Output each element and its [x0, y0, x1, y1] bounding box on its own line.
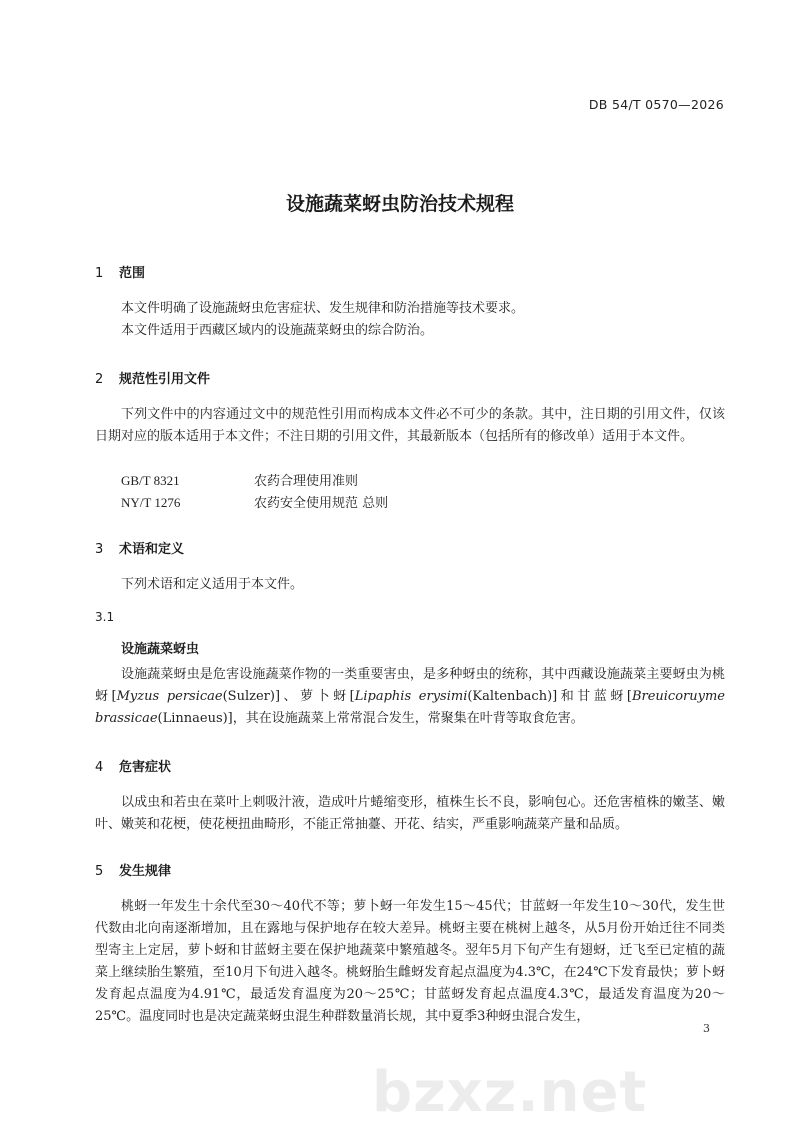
section-title: 发生规律	[119, 864, 172, 879]
normative-reference	[121, 492, 388, 511]
term-definition	[95, 664, 725, 730]
reference-title: 农药合理使用准则	[254, 474, 359, 489]
section-2-paragraph-1: 下列文件中的内容通过文中的规范性引用而构成本文件必不可少的条款。其中，注日期的引用文件，仅该日期对应的版本适用于本文件；不注日期的引用文件，其最新版本（包括所有的修改单）适用于本文件。	[95, 407, 725, 444]
section-title: 范围	[119, 266, 146, 281]
term-name: 设施蔬菜蚜虫	[121, 642, 200, 657]
watermark: bzxz.net	[372, 1060, 648, 1125]
species-latin-name: Myzus persicae	[116, 689, 223, 704]
section-3-paragraph-1: 下列术语和定义适用于本文件。	[121, 577, 304, 592]
section-number: 2	[95, 372, 104, 387]
section-number: 5	[95, 864, 104, 879]
standard-code: DB 54/T 0570—2026	[588, 97, 724, 112]
section-number: 4	[95, 760, 104, 775]
term-number: 3.1	[95, 610, 115, 624]
section-title: 危害症状	[119, 760, 172, 775]
section-3-heading	[95, 538, 184, 557]
section-1-paragraph-1: 本文件明确了设施蔬蚜虫危害症状、发生规律和防治措施等技术要求。	[121, 301, 525, 316]
section-2-heading	[95, 368, 210, 387]
species-latin-name: Breuicoruyme brassicae	[95, 689, 725, 726]
normative-reference	[121, 470, 358, 489]
page-number: 3	[703, 1022, 710, 1035]
species-authority: (Sulzer)]、萝卜蚜[	[222, 689, 355, 704]
section-title: 术语和定义	[119, 542, 185, 557]
reference-title: 农药安全使用规范 总则	[254, 496, 389, 511]
species-authority: (Linnaeus)]，其在设施蔬菜上常常混合发生，常聚集在叶背等取食危害。	[157, 711, 584, 726]
reference-code: NY/T 1276	[121, 495, 181, 510]
definition-text: 设施蔬菜蚜虫是危害设施蔬菜作物的一类重要害虫，是多种蚜虫的统称，其中西藏设施蔬菜主要蚜虫为桃蚜[	[95, 667, 725, 704]
section-4-heading	[95, 756, 171, 775]
section-1-heading	[95, 262, 145, 281]
section-title: 规范性引用文件	[119, 372, 211, 387]
section-number: 1	[95, 266, 104, 281]
section-5-heading	[95, 860, 171, 879]
species-authority: (Kaltenbach)]和甘蓝蚜[	[467, 689, 632, 704]
section-4-paragraph-1: 以成虫和若虫在菜叶上刺吸汁液，造成叶片蜷缩变形，植株生长不良，影响包心。还危害植株的嫩茎、嫩叶、嫩荚和花梗，使花梗扭曲畸形，不能正常抽薹、开花、结实，严重影响蔬菜产量和品质。	[95, 795, 725, 832]
section-1-paragraph-2: 本文件适用于西藏区域内的设施蔬菜蚜虫的综合防治。	[121, 323, 434, 338]
species-latin-name: Lipaphis erysimi	[354, 689, 468, 704]
section-5-paragraph-1: 桃蚜一年发生十余代至30～40代不等；萝卜蚜一年发生15～45代；甘蓝蚜一年发生10～30代，发生世代数由北向南逐渐增加，且在露地与保护地存在较大差异。桃蚜主要在桃树上越冬，从5月份开始迁往不同类型寄主上定居，萝卜蚜和甘蓝蚜主要在保护地蔬菜中繁殖越冬。翌年5月下旬产生有翅蚜，迁飞至已定植的蔬菜上继续胎生繁殖，至10月下旬进入越冬。桃蚜胎生雌蚜发育起点温度为4.3℃，在24℃下发育最快；萝卜蚜发育起点温度为4.91℃，最适发育温度为20～25℃；甘蓝蚜发育起点温度4.3℃，最适发育温度为20～25℃。温度同时也是决定蔬菜蚜虫混生种群数量消长规，其中夏季3种蚜虫混合发生，	[95, 899, 725, 1024]
reference-code: GB/T 8321	[121, 473, 180, 488]
document-title: 设施蔬菜蚜虫防治技术规程	[285, 193, 514, 215]
section-number: 3	[95, 542, 104, 557]
